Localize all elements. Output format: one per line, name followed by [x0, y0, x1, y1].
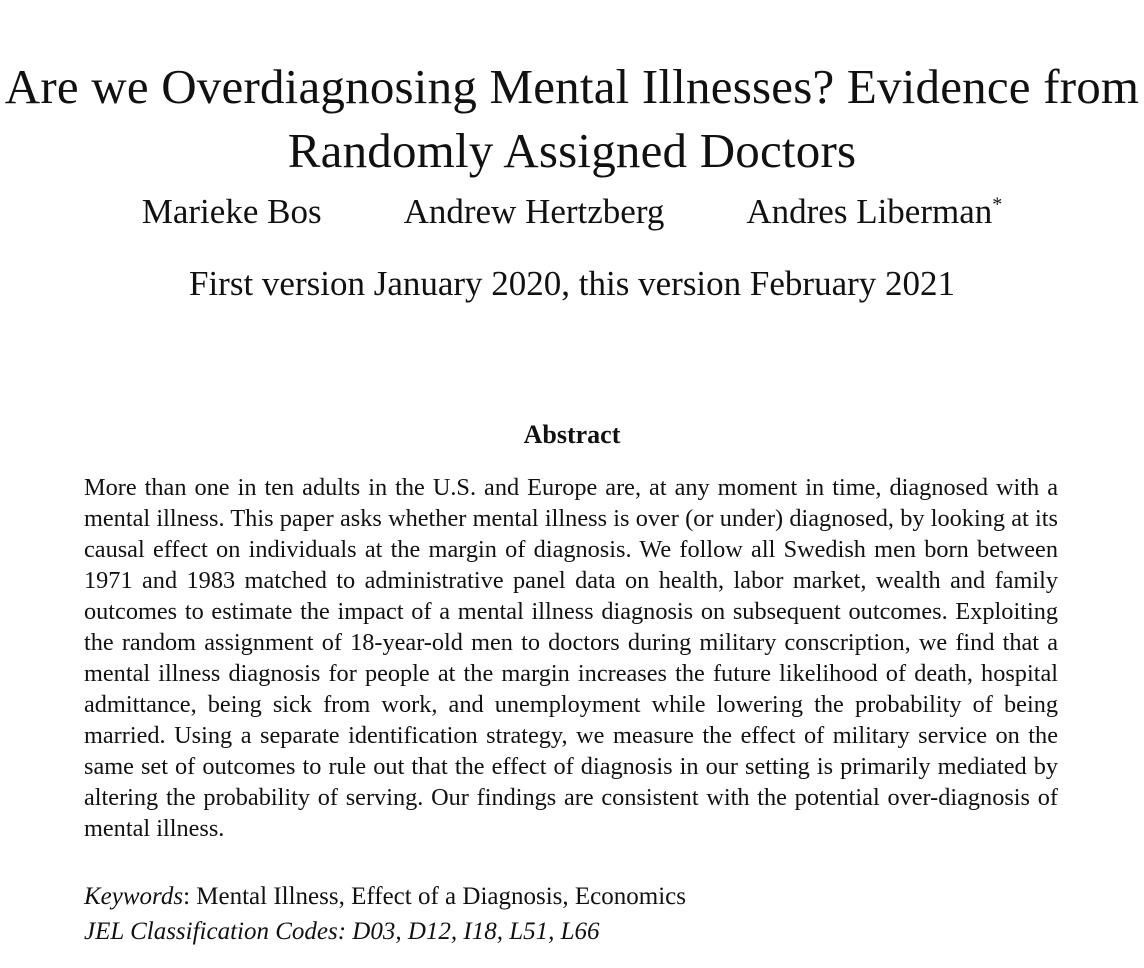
abstract-text: More than one in ten adults in the U.S. and Europe are, at any moment in time, diagnosed with a mental illness. This paper asks whether mental illness is over (or under) diagnosed, by looking at its causal effect on individuals at the margin of diagnosis. We follow all Swedish men born between 1971 and 1983 matched to administrative panel data on health, labor market, wealth and family outcomes to estimate the impact of a mental illness diagnosis on subsequent outcomes. Exploiting the random assignment of 18-year-old men to doctors during military conscription, we find that a mental illness diagnosis for people at the margin increases the future likelihood of death, hospital admittance, being sick from work, and unemployment while lowering the probability of being married. Using a separate identification strategy, we measure the effect of military service on the same set of outcomes to rule out that the effect of diagnosis in our setting is primarily mediated by altering the probability of serving. Our findings are consistent with the potential over-diagnosis of mental illness.	[84, 474, 1058, 842]
author: Andrew Hertzberg	[403, 192, 665, 231]
keywords-list: : Mental Illness, Effect of a Diagnosis, Economics	[183, 883, 686, 910]
paper-title: Are we Overdiagnosing Mental Illnesses? Evidence from Randomly Assigned Doctors	[4, 58, 1140, 178]
author: Marieke Bos	[141, 192, 322, 231]
author: Andres Liberman*	[746, 192, 1003, 231]
footnote-mark: *	[992, 193, 1003, 216]
author-list	[0, 190, 1144, 234]
version-date: First version January 2020, this version February 2021	[188, 264, 956, 303]
jel-codes: JEL Classification Codes: D03, D12, I18, L51, L66	[84, 918, 600, 945]
abstract-heading: Abstract	[523, 420, 621, 449]
keywords-label: Keywords	[84, 883, 184, 910]
keywords	[84, 880, 1058, 913]
